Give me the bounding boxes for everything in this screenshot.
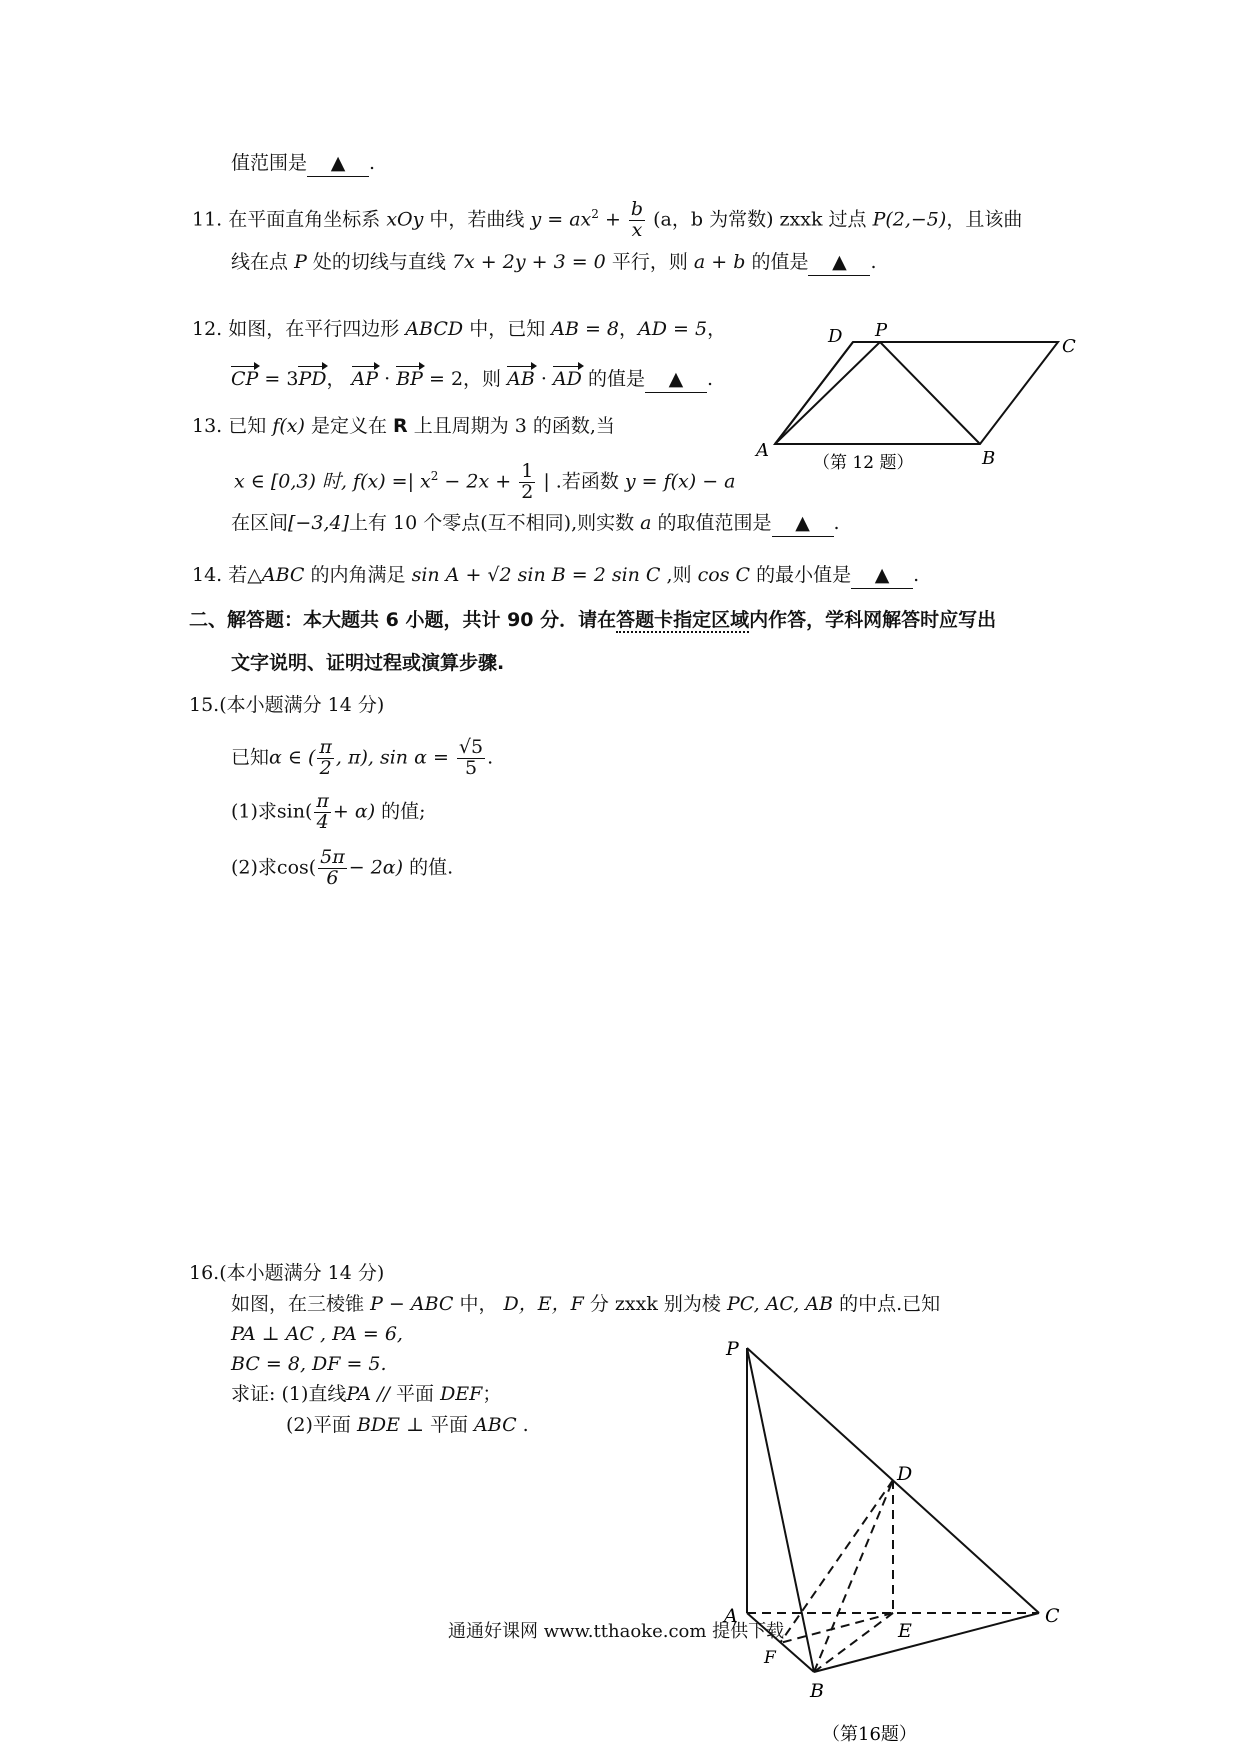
- section2-heading-line2: [231, 652, 504, 676]
- exponent-2: 2: [430, 469, 439, 484]
- label-b: B: [982, 448, 996, 469]
- q11-line1: [192, 200, 1022, 241]
- q16-line4-a: 求证: (1)直线: [231, 1383, 347, 1405]
- label-a: A: [756, 440, 769, 461]
- q16-heading: [189, 1262, 384, 1286]
- q15-part1: [231, 792, 426, 833]
- q13-fx: f(x): [272, 415, 305, 437]
- q15-p2-d: 的值.: [409, 856, 454, 879]
- q16-head: 16.(本小题满分 14 分): [189, 1262, 385, 1284]
- q12-then: ，则: [463, 368, 502, 390]
- label-c: C: [1045, 1605, 1060, 1627]
- segment-pb: [880, 342, 980, 444]
- label-f: F: [764, 1648, 776, 1668]
- half-num: 1: [521, 460, 534, 482]
- label-d: D: [897, 1463, 913, 1485]
- q13-line3b: [−3,4]: [288, 512, 349, 534]
- q16-line1-f: PC, AC, AB: [726, 1293, 834, 1315]
- q13-line2a: x ∈ [0,3) 时,: [234, 470, 347, 493]
- q15-p2-c: − 2α): [348, 856, 404, 879]
- answer-blank: [645, 368, 707, 393]
- period: .: [369, 152, 376, 174]
- q11-eq-plus: +: [604, 208, 621, 231]
- frac-num: π: [319, 736, 332, 758]
- q15-head: 15.(本小题满分 14 分): [189, 694, 385, 716]
- q15-p1-c: + α): [332, 800, 376, 823]
- vector-ad: AD: [552, 368, 582, 390]
- section2-line1-a: 二、解答题：本大题共 6 小题，共计 90 分．请在: [189, 609, 617, 631]
- fraction-pi-over-4: [314, 792, 331, 833]
- blank-mark: ▲: [668, 368, 684, 390]
- q11-frac-den: x: [631, 218, 643, 241]
- fraction-sqrt5-over-5: [457, 738, 485, 779]
- q11-line2-c: 平行，则: [611, 251, 688, 273]
- q13-line1b: 是定义在: [310, 415, 387, 437]
- q11-point: P(2,−5): [872, 208, 947, 231]
- q12-line1: [192, 318, 726, 342]
- q14-mid2: ,则: [666, 564, 692, 586]
- q16-line2: [231, 1323, 403, 1347]
- q15-p2-b: cos(: [276, 856, 317, 879]
- frac-den: 4: [316, 810, 329, 833]
- q13-line3a: 在区间: [231, 512, 289, 534]
- q13-number: 13.: [192, 415, 223, 437]
- q12-line2: [231, 368, 713, 393]
- label-e: E: [898, 1620, 912, 1642]
- q12-tail: 的值是: [587, 368, 645, 390]
- frac-num: 5π: [320, 846, 345, 868]
- q13-line1: [192, 415, 615, 439]
- segment-df: [780, 1480, 893, 1643]
- q14-eq: sin A + √2 sin B = 2 sin C: [411, 564, 661, 586]
- footer-source: [448, 1621, 784, 1644]
- q16-line1-e: 分 zxxk 别为棱: [589, 1293, 721, 1315]
- q15-p1-d: 的值;: [381, 800, 426, 823]
- q16-line3: BC = 8, DF = 5.: [231, 1353, 387, 1375]
- q12-ab: AB = 8: [551, 318, 620, 340]
- answer-blank: [307, 152, 369, 177]
- q10-tail: [231, 152, 375, 177]
- answer-blank: [772, 512, 834, 537]
- q16-line1-a: 如图，在三棱锥: [231, 1293, 365, 1315]
- q15-given-a: 已知: [231, 746, 270, 769]
- fraction-one-half: [519, 462, 535, 503]
- q16-line4-b: PA //: [346, 1383, 397, 1405]
- segment-ad-diag: [775, 342, 853, 444]
- label-p: P: [875, 322, 888, 341]
- q16-line4-c: 平面: [396, 1383, 435, 1405]
- q14-number: 14.: [192, 564, 223, 586]
- q16-line5-a: (2)平面: [286, 1414, 351, 1436]
- answer-blank: [851, 564, 913, 589]
- vector-pd: PD: [298, 368, 327, 390]
- q15-given: [231, 738, 493, 779]
- q14-abc: ABC: [261, 564, 305, 586]
- frac-den: 5: [464, 756, 478, 779]
- period: .: [913, 564, 920, 586]
- vector-ap: AP: [351, 368, 379, 390]
- blank-mark: ▲: [795, 512, 810, 534]
- q13-line3c: 上有 10 个零点(互不相同),则实数: [348, 512, 635, 534]
- q11-tail: ，且该曲: [946, 208, 1023, 231]
- section2-heading-line1: [189, 609, 996, 633]
- q14-pre: 若△: [228, 564, 262, 586]
- vector-bp: BP: [396, 368, 423, 390]
- q11-mid: 中，若曲线: [429, 208, 525, 231]
- segment-pa: [775, 342, 880, 444]
- q15-p2-a: (2)求: [231, 856, 277, 879]
- q11-line2-a: 线在点: [231, 251, 289, 273]
- q11-number: 11.: [192, 208, 223, 231]
- q11-line2-eq: 7x + 2y + 3 = 0: [451, 251, 606, 273]
- q16-line5-c: 平面: [429, 1414, 468, 1436]
- q14-tail: 的最小值是: [756, 564, 852, 586]
- dot-operator: ·: [384, 368, 391, 390]
- q11-line2-d: 的值是: [751, 251, 809, 273]
- period: .: [706, 368, 714, 390]
- q12-sep: ，: [619, 318, 639, 340]
- section2-line2: 文字说明、证明过程或演算步骤.: [231, 652, 505, 674]
- period: .: [833, 512, 840, 534]
- q11-pre: 在平面直角坐标系: [228, 208, 381, 231]
- dot-operator: ·: [540, 368, 547, 390]
- q16-line1-b: P − ABC: [370, 1293, 454, 1315]
- q16-line1-g: 的中点.已知: [839, 1293, 941, 1315]
- q12-sep2: ，: [326, 368, 346, 390]
- blank-mark: ▲: [330, 152, 346, 174]
- fraction-pi-over-2: [317, 738, 334, 779]
- parallelogram-abcd: [775, 342, 1058, 444]
- q16-line5-e: .: [522, 1414, 529, 1436]
- label-b: B: [810, 1680, 824, 1702]
- q12-line1b: 中，已知: [469, 318, 546, 340]
- q16-line1: [231, 1293, 940, 1317]
- q14-line: [192, 564, 919, 589]
- q12-ad: AD = 5: [638, 318, 708, 340]
- q11-line2: [231, 251, 877, 276]
- q16-line1-d: D，E，F: [503, 1293, 584, 1315]
- blank-mark: ▲: [874, 564, 890, 586]
- figure-16-pyramid: [700, 1320, 1100, 1750]
- q13-R: R: [393, 415, 408, 437]
- q11-fraction: [629, 200, 645, 241]
- q11-frac-num: b: [630, 198, 644, 220]
- section2-line1-c: 内作答，学科网解答时应写出: [749, 609, 997, 631]
- q13-line3d: a: [640, 512, 652, 534]
- vector-cp: CP: [231, 368, 259, 390]
- q15-period: .: [487, 746, 494, 769]
- label-a: A: [724, 1605, 738, 1627]
- q11-eq-y: y = ax: [530, 208, 592, 231]
- q12-eq3: = 3: [264, 368, 299, 390]
- q16-line5-b: BDE ⊥: [356, 1414, 430, 1436]
- label-c: C: [1062, 336, 1076, 357]
- half-den: 2: [521, 480, 534, 503]
- frac-den: 6: [326, 866, 339, 889]
- vector-ab: AB: [507, 368, 535, 390]
- figure-12-parallelogram: [740, 322, 1080, 482]
- q11-line2-b: 处的切线与直线: [312, 251, 446, 273]
- q10-tail-text: 值范围是: [231, 152, 308, 174]
- figure-12-caption: （第 12 题）: [813, 453, 914, 473]
- fraction-5pi-over-6: [318, 848, 347, 889]
- q11-consts: (a，b 为常数) zxxk 过点: [653, 208, 867, 231]
- q15-p1-b: sin(: [276, 800, 313, 823]
- q16-line4-e: ；: [482, 1383, 502, 1405]
- label-d: D: [828, 326, 843, 347]
- q12-line1-text: 如图，在平行四边形: [228, 318, 400, 340]
- footer-text: 通通好课网 www.tthaoke.com 提供下载: [448, 1621, 785, 1642]
- section2-line1-b: 答题卡指定区域: [616, 609, 750, 631]
- q16-line5-d: ABC: [474, 1414, 517, 1436]
- figure-16-caption: （第16题）: [822, 1724, 917, 1745]
- frac-num: √5: [458, 736, 484, 758]
- q12-eq2: = 2: [428, 368, 464, 390]
- q16-line2: PA ⊥ AC , PA = 6,: [231, 1323, 403, 1345]
- q15-sin-eq: , sin α =: [367, 746, 449, 769]
- blank-mark: ▲: [832, 251, 847, 273]
- q13-line3: [231, 512, 840, 537]
- q13-line1c: 上且周期为 3 的函数,当: [413, 415, 615, 437]
- q13-line3e: 的取值范围是: [657, 512, 772, 534]
- q12-abcd: ABCD: [405, 318, 464, 340]
- period: .: [870, 251, 877, 273]
- q16-line3: [231, 1353, 387, 1377]
- answer-blank: [808, 251, 870, 276]
- q14-cosc: cos C: [697, 564, 751, 586]
- q13-line2e: y = f(x) − a: [624, 470, 736, 493]
- q11-xoy: xOy: [386, 208, 424, 231]
- q15-part2: [231, 848, 453, 889]
- q13-line2d: | .若函数: [543, 470, 619, 493]
- frac-num: π: [316, 790, 329, 812]
- label-p: P: [726, 1338, 739, 1360]
- q16-line4-d: DEF: [440, 1383, 483, 1405]
- q15-p1-a: (1)求: [231, 800, 277, 823]
- edge-bc: [814, 1613, 1039, 1672]
- q12-line1c: ，: [707, 318, 727, 340]
- q13-line2c: − 2x +: [444, 470, 512, 493]
- q14-mid: 的内角满足: [310, 564, 406, 586]
- q15-pi-close: , π): [335, 746, 368, 769]
- exponent-2: 2: [591, 207, 599, 222]
- q15-alpha-in: α ∈ (: [269, 746, 316, 769]
- q15-heading: [189, 694, 384, 718]
- q13-line1: 已知: [228, 415, 267, 437]
- q13-line2b: f(x) =| x: [353, 470, 431, 493]
- q16-line5: [286, 1414, 529, 1438]
- q11-line2-p: P: [294, 251, 307, 273]
- q13-line2: [234, 462, 736, 503]
- frac-den: 2: [319, 756, 332, 779]
- q12-number: 12.: [192, 318, 223, 340]
- q16-line4: [231, 1383, 501, 1407]
- q16-line1-c: 中，: [459, 1293, 498, 1315]
- q11-line2-ab: a + b: [693, 251, 746, 273]
